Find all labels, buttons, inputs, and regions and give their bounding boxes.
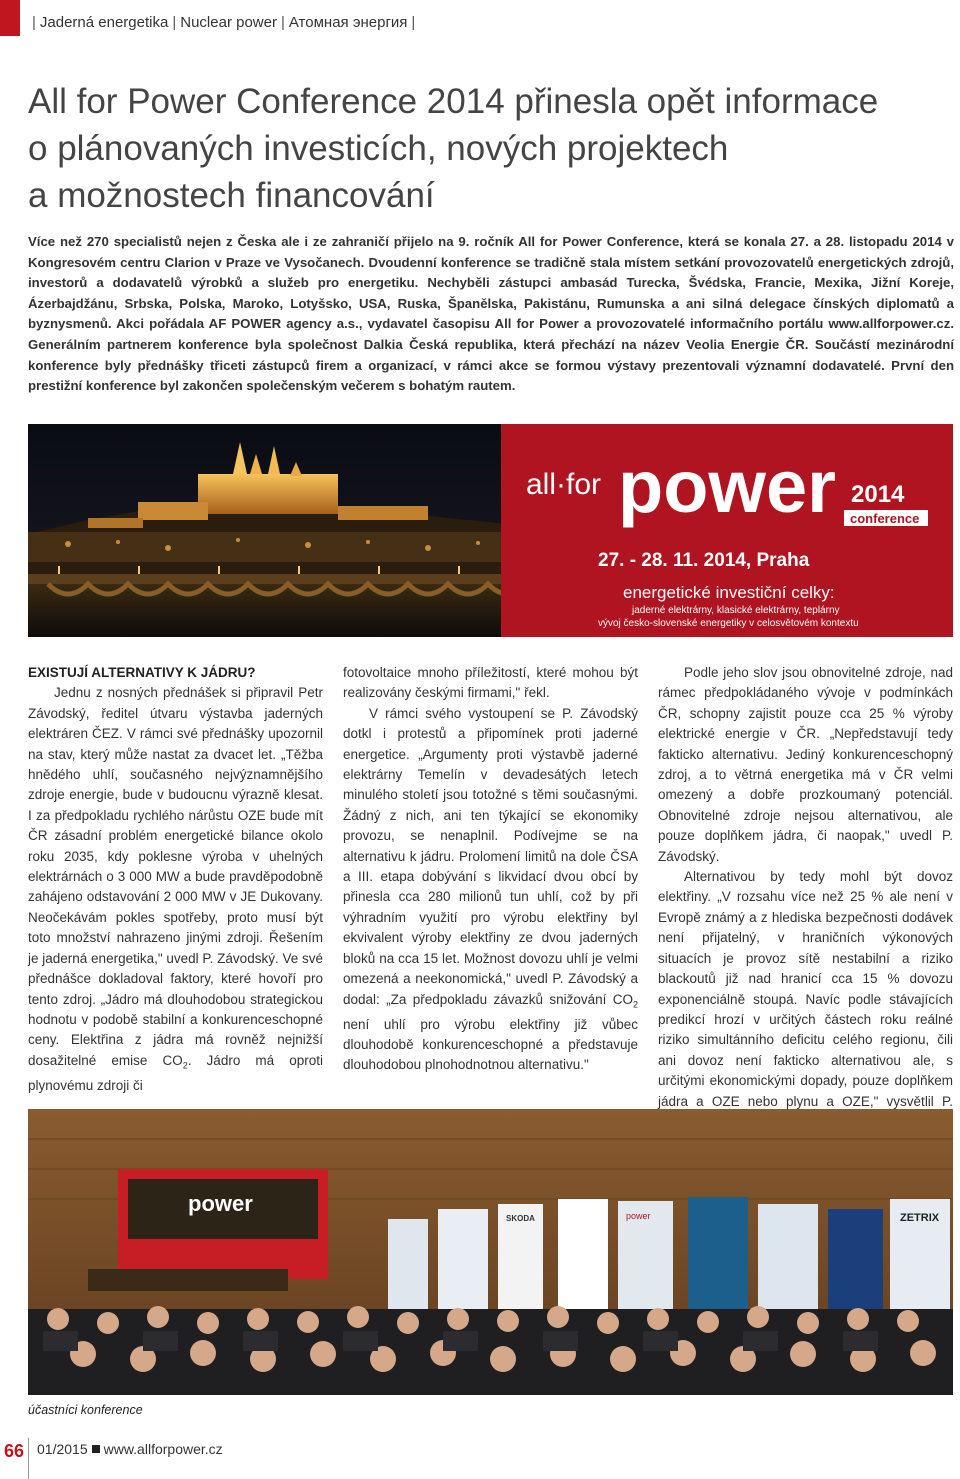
- column-3-paragraph-1: Podle jeho slov jsou obnovitelné zdroje, nad rámec předpokládaného vývoje v podmínkách ČR, schopny zajistit pouze cca 25 % výroby elektrické energie v ČR. „Nepředstavují tedy fakticko alternativu. Jediný konkurenceschopný zdroj, a to větrná energetika má v ČR velmi omezený a dobře prozkoumaný potenciál. Obnovitelné zdroje nejsou alternativou, ale pouze doplňkem jádra, či naopak," uvedl P. Závodský.: [658, 665, 953, 864]
- title-line-1: All for Power Conference 2014 přinesla opět informace: [28, 82, 879, 121]
- text-column-1: [28, 663, 323, 1096]
- conference-banner-image: [28, 424, 953, 637]
- banner-svg: [28, 424, 953, 637]
- logo-year: 2014: [851, 481, 905, 508]
- section-label-ru: Атомная энергия: [288, 14, 408, 31]
- section-label-en: Nuclear power: [180, 14, 277, 31]
- subheading: EXISTUJÍ ALTERNATIVY K JÁDRU?: [28, 665, 256, 680]
- logo-prefix: all·for: [526, 468, 602, 501]
- bridge: [28, 574, 528, 594]
- col1-text: Jednu z nosných přednášek si připravil Petr Závodský, ředitel útvaru výstavba jaderných elektráren ČEZ. V rámci své přednášky upozornil na stav, který může nastat za dvacet let. „Těžba hnědého uhlí, současného nejvýznamnějšího zdroje energie, bude v budoucnu výrazně klesat. I za předpokladu rychlého nárůstu OZE bude mít ČR zásadní problém energetické bilance okolo roku 2035, kdy poklesne výroba v uhelných elektrárnách o 3 000 MW a bude pravděpodobně zahájeno odstavování 2 000 MW v JE Dukovany. Neočekávám pokles spotřeby, proto musí být toto množství nahrazeno jinými zdroji. Řešením je jaderná energetika," uvedl P. Závodský. Ve své přednášce dokladoval faktory, které hovoří pro tento zdroj. „Jádro má dlouhodobou strategickou hodnotu v podobě stabilní a konkurenceschopné ceny. Elektřina z jádra má rovněž nejnižší dosažitelné emise CO: [28, 685, 323, 1068]
- square-bullet-icon: [92, 1445, 100, 1453]
- text-column-2: [343, 663, 638, 1076]
- page-number: 66: [3, 1441, 24, 1461]
- text-column-3: [658, 663, 953, 1132]
- footer-website[interactable]: www.allforpower.cz: [103, 1441, 223, 1457]
- column-2-paragraph-1: fotovoltaice mnoho příležitostí, které mohou být realizovány českými firmami," řekl.: [343, 665, 638, 701]
- section-label-cz: Jaderná energetika: [39, 14, 169, 31]
- exhibitor-banners: [388, 1197, 950, 1319]
- section-header: | Jaderná energetika | Nuclear power | Атомная энергия |: [32, 14, 416, 31]
- article-lead: Více než 270 specialistů nejen z Česka ale i ze zahraničí přijelo na 9. ročník All for Power Conference, která se konala 27. a 28. listopadu 2014 v Kongresovém centru Clarion v Praze ve Vysočanech. Dvoudenní konference se tradičně stala místem setkání provozovatelů energetických zdrojů, investorů a dodavatelů výrobků a služeb pro energetiku. Nechyběli zástupci ambasád Turecka, Švédska, Francie, Mexika, Jižní Koreje, Ázerbajdžánu, Srbska, Polska, Maroko, Lotyšsko, USA, Ruska, Španělska, Pakistánu, Rumunska a ani silná delegace čínských diplomatů a byznysmenů. Akci pořádala AF POWER agency a.s., vydavatel časopisu All for Power a provozovatelé informačního portálu www.allforpower.cz. Generálním partnerem konference byla společnost Dalkia Česká republika, která přechází na název Veolia Energie ČR. Součástí mezinárodní konference byly přednášky třiceti zástupců firem a organizací, v rámci akce se formou výstavy prezentovali významní dodavatelé. První den prestižní konference byl zakončen společenským večerem s bohatým rautem.: [28, 234, 954, 394]
- col2-text: V rámci svého vystoupení se P. Závodský dotkl i protestů a připomínek proti jaderné energetice. „Argumenty proti výstavbě jaderné elektrárny Temelín v devadesátých letech minulého století jsou totožné s těmi současnými. Žádný z nich, ani ten týkající se ekonomiky provozu, se nenaplnil. Podívejme se na alternativu k jádru. Prolomení limitů na dole ČSA a III. etapa dobývání s likvidací dvou obcí by přinesla cca 280 milionů tun uhlí, což by při výhradním využití pro výrobu elektřiny byl ekvivalent výroby elektřiny ze dvou jaderných bloků na cca 15 let. Možnost dovozu uhlí je velmi omezená a neekonomická," uvedl P. Závodský a dodal: „Za předpokladu závazků snižování CO: [343, 705, 638, 1007]
- booth-zetrix-label: ZETRIX: [900, 1212, 940, 1224]
- column-2-paragraph-2: [343, 704, 638, 1076]
- article-title: [28, 78, 938, 219]
- banner-dates: 27. - 28. 11. 2014, Praha: [598, 550, 810, 571]
- footer-issue: 01/2015: [37, 1441, 88, 1457]
- stage-screen-logo: power: [188, 1191, 253, 1216]
- col1-text-end: . Jádro má oproti plynovému zdroji či: [28, 1052, 324, 1093]
- title-line-3: a možnostech financování: [28, 176, 435, 215]
- column-1-paragraph: [28, 683, 323, 1096]
- photo-svg: [28, 1109, 953, 1395]
- co2-subscript: 2: [182, 1060, 188, 1071]
- booth-skoda-label: SKODA: [506, 1214, 535, 1223]
- logo-main: power: [618, 445, 836, 528]
- column-3-paragraph-2: Alternativou by tedy mohl být dovoz elektřiny. „V rozsahu více než 25 % ale není v Evropě známý a z hlediska bezpečnosti dodávek není přijatelný, v hraničních výkonových situacích je provoz sítě nestabilní a riziko blackoutů již nad hranicí cca 15 % dovozu exponenciálně stoupá. Navíc podle stávajících predikcí hrozí v určitých částech roku reálné riziko simultánního deficitu celého regionu, čili ani dovoz není fakticko alternativou ale, s určitými ekonomickými dopady, pouze doplňkem jádra a OZE nebo plynu a OZE," vysvětlil P.: [658, 869, 953, 1109]
- logo-sub: conference: [850, 511, 920, 526]
- conference-audience-photo: [28, 1109, 953, 1395]
- photo-caption: účastníci konference: [28, 1403, 143, 1417]
- footer-divider: [28, 1438, 29, 1479]
- banner-tagline-sub2: vývoj česko-slovenské energetiky v celosvětovém kontextu: [598, 618, 859, 629]
- co2-subscript-2: 2: [632, 999, 638, 1010]
- col2-text-end: není uhlí pro výrobu elektřiny již vůbec dlouhodobě konkurenceschopné a představuje dlouhodobou plnohodnotnou alternativu.": [343, 1016, 638, 1073]
- booth-power-label: power: [626, 1211, 651, 1221]
- audience: [28, 1306, 953, 1395]
- section-color-bar: [0, 0, 20, 36]
- banner-tagline: energetické investiční celky:: [623, 583, 835, 602]
- banner-tagline-sub1: jaderné elektrárny, klasické elektrárny, teplárny: [632, 605, 840, 616]
- title-line-2: o plánovaných investicích, nových projektech: [28, 129, 729, 168]
- footer: [37, 1441, 223, 1457]
